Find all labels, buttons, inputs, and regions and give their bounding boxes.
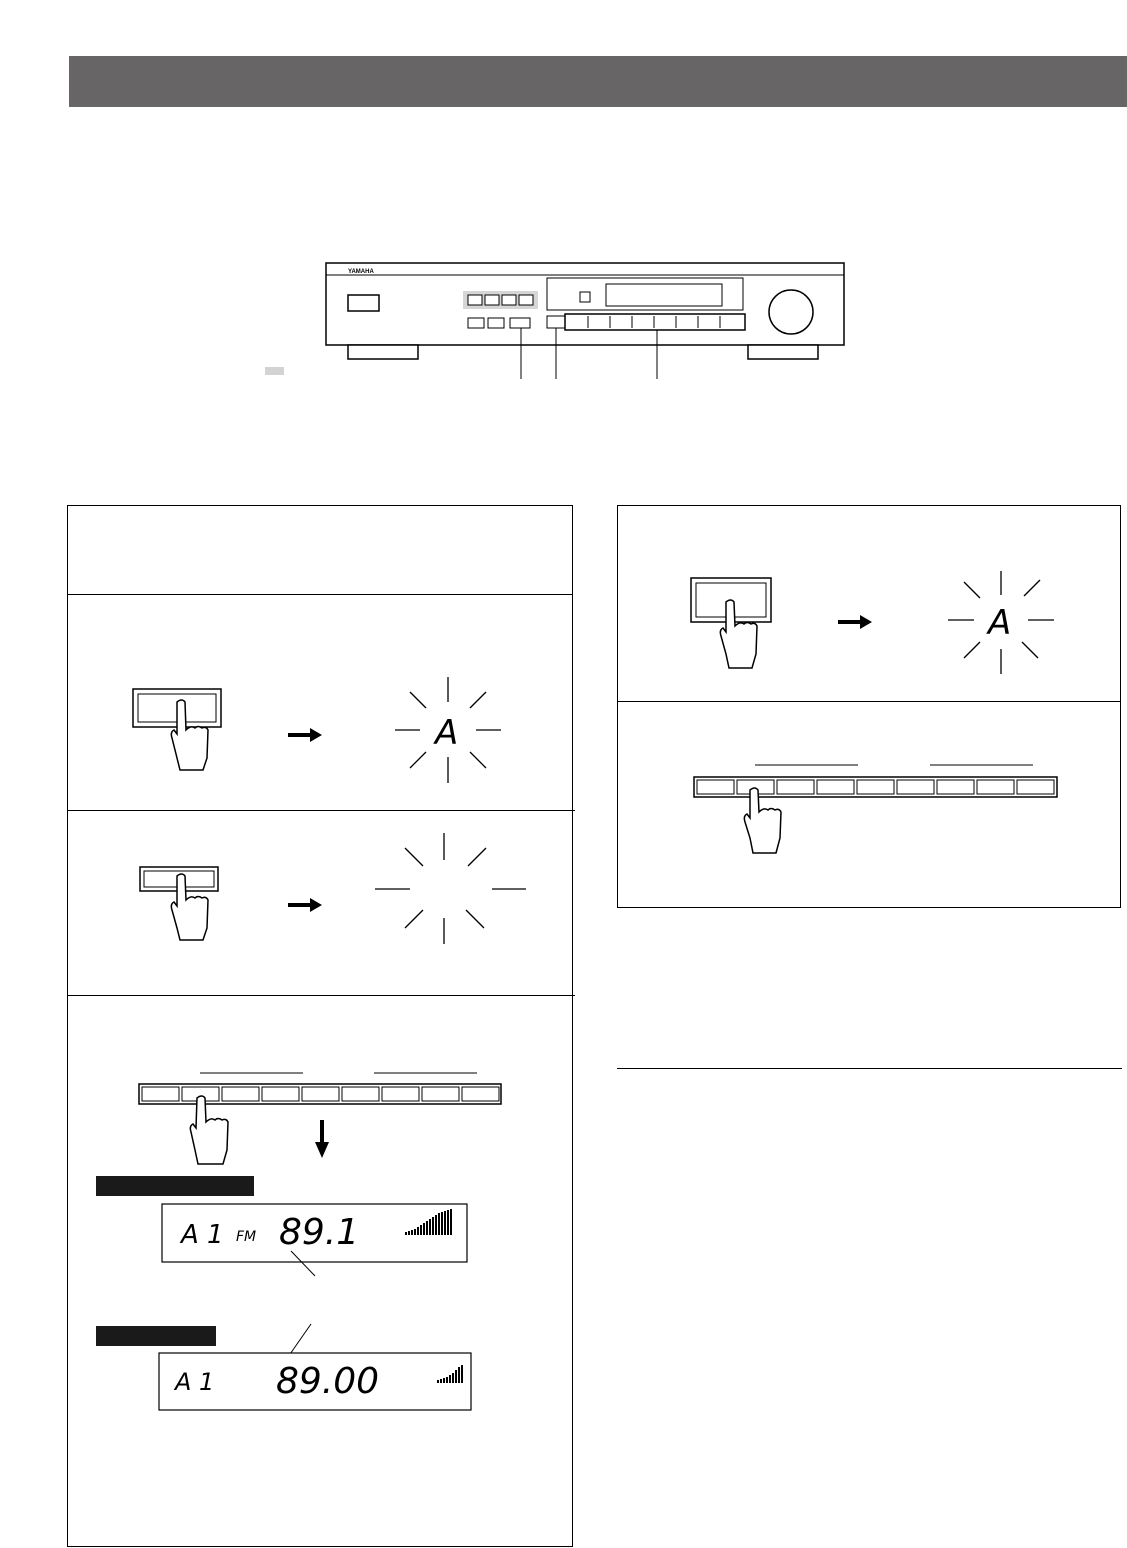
down-arrow-icon — [315, 1120, 329, 1158]
fm-display-preset: A 1 — [181, 1220, 224, 1250]
tuning-knob[interactable] — [769, 290, 813, 334]
fm-display-frequency: 89.1 — [279, 1212, 360, 1253]
ab-button[interactable] — [547, 316, 565, 328]
step-press-memory — [130, 672, 510, 787]
alt-display-preset: A 1 — [175, 1368, 215, 1396]
tuner-front-panel — [260, 255, 860, 385]
header-title — [69, 70, 89, 92]
right-arrow-icon — [288, 898, 322, 912]
fm-display-band: FM — [236, 1229, 257, 1245]
alt-display-frequency: 89.00 — [276, 1361, 380, 1402]
memory-button[interactable] — [510, 318, 530, 328]
gray-marker — [265, 367, 284, 375]
left-step-divider-1 — [67, 594, 573, 595]
group-indicator-a: A — [435, 713, 459, 753]
model-label-bar-1 — [96, 1176, 254, 1196]
left-step-divider-2 — [67, 810, 575, 811]
pointing-hand-icon — [190, 1096, 228, 1164]
section-rule — [617, 1068, 1122, 1069]
header-bar — [69, 56, 1127, 107]
right-arrow-icon — [838, 615, 872, 629]
right-step-divider — [617, 701, 1121, 702]
right-step-select-preset — [690, 760, 1060, 860]
step-select-preset — [95, 1060, 515, 1480]
group-indicator-a: A — [988, 603, 1012, 643]
blinking-indicator-icon — [375, 833, 526, 944]
step-press-again — [130, 830, 530, 960]
power-button[interactable] — [348, 295, 379, 311]
brand-logo: YAMAHA — [348, 269, 374, 275]
right-step-press-memory — [688, 570, 1068, 680]
model-label-bar-2 — [96, 1326, 216, 1346]
right-arrow-icon — [288, 728, 322, 742]
left-step-divider-3 — [67, 995, 575, 996]
